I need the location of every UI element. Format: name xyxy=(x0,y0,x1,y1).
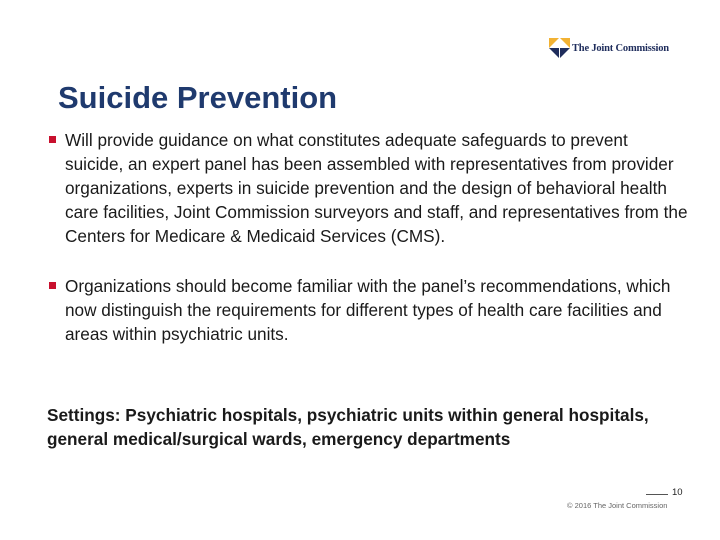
settings-text: Settings: Psychiatric hospitals, psychiatric units within general hospitals, general medical/surgical wards, emergency departments xyxy=(47,405,649,449)
logo-mark-icon xyxy=(549,36,571,60)
joint-commission-logo xyxy=(549,36,681,60)
slide-title: Suicide Prevention xyxy=(58,80,338,115)
bullet-text: Organizations should become familiar with the panel’s recommendations, which now distinguish the requirements for different types of health care facilities and areas within psychiatric units. xyxy=(65,276,671,344)
bullet-item xyxy=(48,274,688,346)
square-bullet-icon xyxy=(49,136,56,143)
square-bullet-icon xyxy=(49,282,56,289)
bullet-list xyxy=(48,128,688,346)
bullet-text: Will provide guidance on what constitutes adequate safeguards to prevent suicide, an expert panel has been assembled with representatives from provider organizations, experts in suicide prevention and the design of behavioral health care facilities, Joint Commission surveyors and staff, and representatives from the Centers for Medicare & Medicaid Services (CMS). xyxy=(65,130,688,246)
logo-text: The Joint Commission xyxy=(572,43,669,54)
copyright-notice: © 2016 The Joint Commission xyxy=(567,501,668,510)
footer-divider xyxy=(646,494,668,495)
bullet-item xyxy=(48,128,688,248)
page-number: 10 xyxy=(672,487,683,498)
